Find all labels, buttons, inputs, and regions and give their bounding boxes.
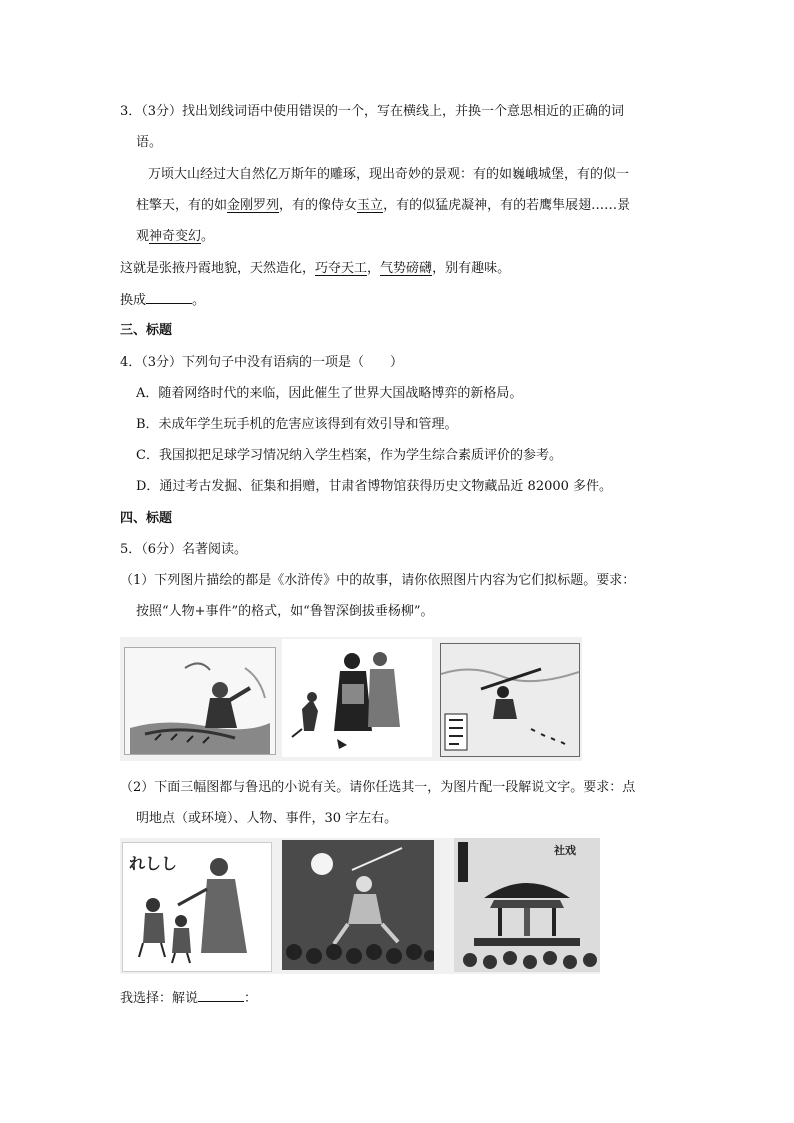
passage-text: 柱擎天，有的如 (136, 198, 228, 213)
illustration-wu-song-tiger (124, 647, 276, 755)
q3-passage-line2 (136, 197, 630, 215)
q3-passage-line1: 万顷大山经过大自然亿万斯年的雕琢，现出奇妙的景观：有的如巍峨城堡，有的似一 (148, 167, 630, 182)
underlined-phrase: 玉立 (357, 198, 384, 213)
passage-text: ， (367, 261, 381, 276)
passage-text: 观 (136, 229, 150, 244)
q5-sub1-line2: 按照“人物+事件”的格式，如“鲁智深倒拔垂杨柳”。 (136, 604, 434, 619)
stamp-label: 社戏 (554, 844, 576, 857)
underlined-phrase: 神奇变幻 (149, 229, 202, 244)
q4-option-d: D．通过考古发掘、征集和捐赠，甘肃省博物馆获得历史文物藏品近 82000 多件。 (136, 479, 613, 494)
passage-text: ，有的似猛虎凝神，有的若鹰隼展翅……景 (383, 198, 631, 213)
q5-sub2-line2: 明地点（或环境）、人物、事件，30 字左右。 (136, 811, 398, 826)
section-title: 四、标题 (120, 511, 173, 526)
underlined-phrase: 气势磅礴 (380, 261, 433, 276)
q4-option-a: A．随着网络时代的来临，因此催生了世界大国战略博弈的新格局。 (136, 386, 523, 401)
answer-prefix: 换成 (120, 293, 147, 308)
q5-sub1-line1: （1）下列图片描绘的都是《水浒传》中的故事，请你依照图片内容为它们拟标题。要求： (120, 573, 636, 588)
q5-answer-line (120, 989, 257, 1008)
underlined-phrase: 金刚罗列 (227, 198, 280, 213)
illustration-figures-group (282, 639, 432, 757)
q3-answer-line (120, 291, 205, 310)
underlined-phrase: 巧夺天工 (315, 261, 368, 276)
answer-blank[interactable] (198, 989, 244, 1002)
illustration-runtu-watermelon (282, 840, 434, 970)
handwriting-label: れしし (129, 854, 178, 873)
picture-row-lu-xun (120, 838, 600, 974)
illustration-village-opera-stage (454, 838, 600, 972)
q5-stem: 5．（6分）名著阅读。 (120, 542, 248, 557)
q4-option-b: B．未成年学生玩手机的危害应该得到有效引导和管理。 (136, 417, 458, 432)
illustration-snow-journey (440, 643, 580, 757)
q3-passage-line3 (136, 228, 214, 246)
answer-suffix: ： (244, 991, 258, 1006)
answer-prefix: 我选择：解说 (120, 991, 199, 1006)
section-title: 三、标题 (120, 323, 173, 338)
q4-option-c: C．我国拟把足球学习情况纳入学生档案，作为学生综合素质评价的参考。 (136, 448, 562, 463)
answer-suffix: 。 (192, 293, 206, 308)
illustration-kong-yiji-children (122, 842, 272, 972)
passage-text: 这就是张掖丹霞地貌，天然造化， (120, 261, 316, 276)
q5-sub2-line1: （2）下面三幅图都与鲁迅的小说有关。请你任选其一，为图片配一段解说文字。要求：点 (120, 780, 636, 795)
q4-stem: 4．（3分）下列句子中没有语病的一项是（ ） (120, 355, 404, 370)
passage-text: 。 (201, 229, 215, 244)
q3-stem-line2: 语。 (136, 135, 163, 150)
q3-passage-line4 (120, 260, 510, 278)
q3-stem-line1: 3．（3分）找出划线词语中使用错误的一个，写在横线上，并换一个意思相近的正确的词 (120, 104, 625, 119)
passage-text: ，别有趣味。 (432, 261, 511, 276)
passage-text: ，有的像侍女 (279, 198, 358, 213)
answer-blank[interactable] (146, 291, 192, 304)
picture-row-water-margin (120, 637, 582, 761)
